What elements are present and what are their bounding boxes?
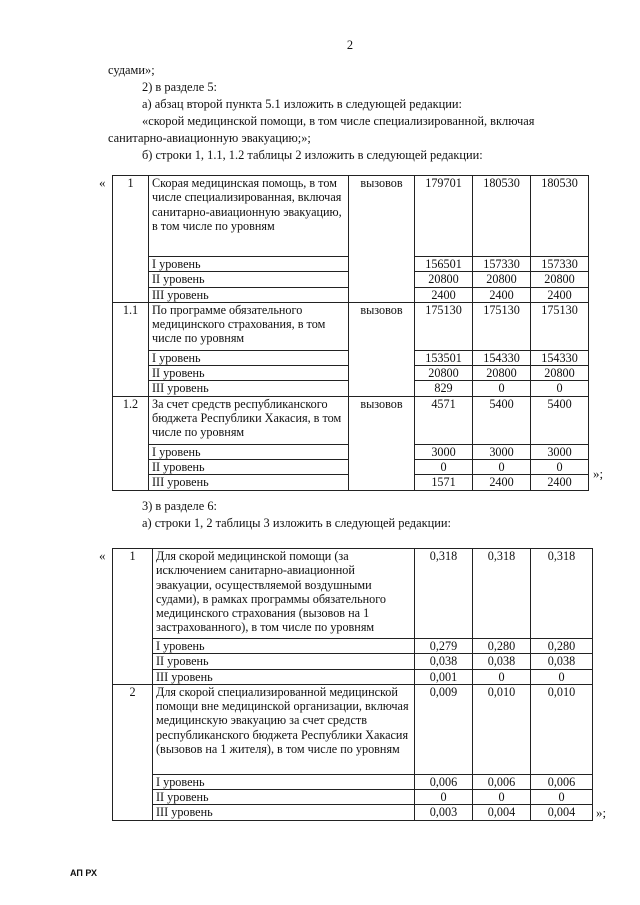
value-cell: 0 [473,460,531,475]
value-cell: 0 [531,460,589,475]
value-cell: 20800 [473,366,531,381]
value-cell: 0,038 [415,654,473,669]
table-2-body [113,176,589,491]
value-cell: 1571 [415,475,473,490]
row-name: Для скорой специализированной медицинской помощи вне медицинской организации, включая медицинскую эвакуацию за счет средств республиканского бюджета Республики Хакасия (вызовов на 1 жителя), в том числе по уровням [153,684,415,774]
value-cell: 157330 [473,257,531,272]
value-cell: 0 [473,381,531,396]
middle-line-2: а) строки 1, 2 таблицы 3 изложить в следующей редакции: [142,516,451,530]
intro-line-2: 2) в разделе 5: [142,80,217,94]
table-row [113,790,593,805]
value-cell: 0 [531,669,593,684]
row-name: I уровень [153,639,415,654]
value-cell: 180530 [531,176,589,257]
table3-quote-close: »; [596,805,607,820]
table-row [113,774,593,789]
table-row [113,396,589,444]
value-cell: 0 [473,669,531,684]
value-cell: 154330 [531,350,589,365]
value-cell: 3000 [473,444,531,459]
value-cell: 156501 [415,257,473,272]
value-cell: 153501 [415,350,473,365]
row-number: 2 [113,684,153,820]
value-cell: 180530 [473,176,531,257]
value-cell: 0,010 [531,684,593,774]
value-cell: 175130 [473,302,531,350]
row-name: II уровень [149,366,349,381]
value-cell: 0 [415,460,473,475]
row-name: II уровень [149,272,349,287]
value-cell: 175130 [531,302,589,350]
value-cell: 0,003 [415,805,473,820]
value-cell: 0 [531,381,589,396]
row-name: За счет средств республиканского бюджета Республики Хакасия, в том числе по уровням [149,396,349,444]
value-cell: 20800 [531,366,589,381]
row-name: По программе обязательного медицинского страхования, в том числе по уровням [149,302,349,350]
value-cell: 157330 [531,257,589,272]
value-cell: 829 [415,381,473,396]
row-name: Для скорой медицинской помощи (за исключением санитарно-авиационной эвакуации, осуществляемой воздушными судами), в рамках программы обязательного медицинского страхования (вызовов на 1 застрахованного), в том числе по уровням [153,549,415,639]
value-cell: 0,280 [473,639,531,654]
unit-cell: вызовов [349,302,415,396]
value-cell: 20800 [531,272,589,287]
value-cell: 175130 [415,302,473,350]
row-name: III уровень [153,805,415,820]
table-row [113,684,593,774]
row-number: 1.1 [113,302,149,396]
value-cell: 0 [473,790,531,805]
value-cell: 0,004 [473,805,531,820]
value-cell: 0,318 [415,549,473,639]
value-cell: 3000 [531,444,589,459]
value-cell: 2400 [415,287,473,302]
footer-mark: АП РХ [70,868,98,878]
value-cell: 2400 [473,475,531,490]
table-row [113,805,593,820]
row-name: I уровень [153,774,415,789]
table2-quote-close: »; [593,466,604,481]
value-cell: 2400 [473,287,531,302]
table-2 [112,175,589,491]
value-cell: 0,279 [415,639,473,654]
row-name: III уровень [149,475,349,490]
intro-line-4: «скорой медицинской помощи, в том числе специализированной, включая [142,114,535,128]
row-name: II уровень [149,460,349,475]
middle-line-1: 3) в разделе 6: [142,499,217,513]
value-cell: 3000 [415,444,473,459]
value-cell: 4571 [415,396,473,444]
row-name: III уровень [149,287,349,302]
value-cell: 5400 [473,396,531,444]
value-cell: 0,009 [415,684,473,774]
value-cell: 0,010 [473,684,531,774]
table-row [113,654,593,669]
value-cell: 0,004 [531,805,593,820]
table-row [113,669,593,684]
table-row [113,302,589,350]
value-cell: 20800 [415,366,473,381]
table-row [113,549,593,639]
row-name: III уровень [149,381,349,396]
intro-line-3: а) абзац второй пункта 5.1 изложить в следующей редакции: [142,97,462,111]
row-number: 1.2 [113,396,149,490]
value-cell: 154330 [473,350,531,365]
unit-cell: вызовов [349,176,415,303]
table-3-body [113,549,593,821]
value-cell: 179701 [415,176,473,257]
row-number: 1 [113,549,153,685]
table3-quote-open: « [99,548,106,563]
row-name: I уровень [149,444,349,459]
value-cell: 0,318 [473,549,531,639]
value-cell: 20800 [473,272,531,287]
value-cell: 0,038 [473,654,531,669]
intro-line-1: судами»; [108,63,155,77]
row-name: III уровень [153,669,415,684]
value-cell: 0,006 [531,774,593,789]
row-name: I уровень [149,350,349,365]
table2-quote-open: « [99,175,106,190]
value-cell: 0,001 [415,669,473,684]
value-cell: 20800 [415,272,473,287]
row-name: I уровень [149,257,349,272]
row-number: 1 [113,176,149,303]
value-cell: 0 [531,790,593,805]
value-cell: 2400 [531,475,589,490]
value-cell: 0,006 [415,774,473,789]
table-row [113,639,593,654]
unit-cell: вызовов [349,396,415,490]
value-cell: 0,038 [531,654,593,669]
table-3 [112,548,593,821]
page-number: 2 [346,38,354,52]
table-row [113,176,589,257]
value-cell: 0 [415,790,473,805]
value-cell: 0,318 [531,549,593,639]
row-name: II уровень [153,654,415,669]
value-cell: 5400 [531,396,589,444]
value-cell: 2400 [531,287,589,302]
value-cell: 0,280 [531,639,593,654]
row-name: II уровень [153,790,415,805]
value-cell: 0,006 [473,774,531,789]
intro-line-6: б) строки 1, 1.1, 1.2 таблицы 2 изложить в следующей редакции: [142,148,483,162]
intro-line-5: санитарно-авиационную эвакуацию;»; [108,131,311,145]
row-name: Скорая медицинская помощь, в том числе специализированная, включая санитарно-авиационную эвакуацию, в том числе по уровням [149,176,349,257]
